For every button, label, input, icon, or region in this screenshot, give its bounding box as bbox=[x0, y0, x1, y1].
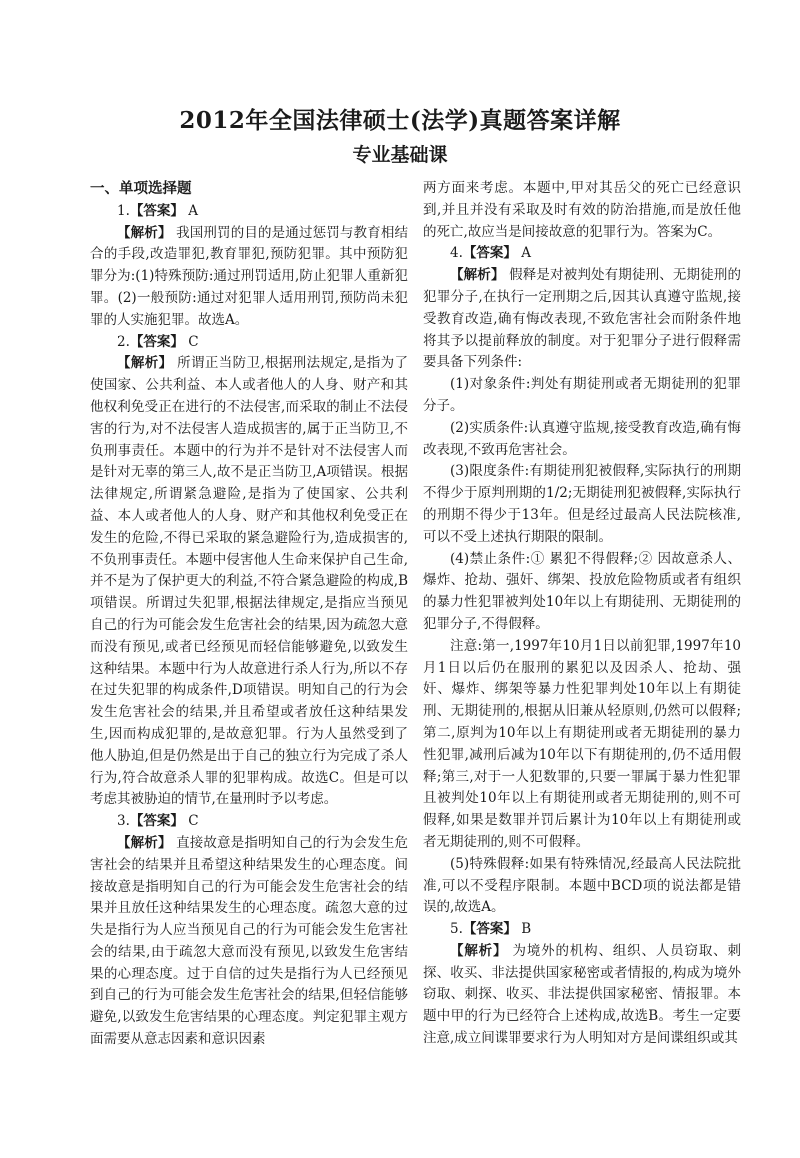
answer-line-q2 bbox=[90, 332, 408, 354]
page-title: 2012年全国法律硕士(法学)真题答案详解 bbox=[179, 107, 621, 134]
section-heading: 一、单项选择题 bbox=[90, 180, 192, 197]
analysis-text: 直接故意是指明知自己的行为会发生危害社会的结果并且希望这种结果发生的心理态度。间接故意是指明知自己的行为可能会发生危害社会的结果并且放任这种结果发生的心理态度。疏忽大意的过失是指行为人应当预见自己的行为可能会发生危害社会的结果,由于疏忽大意而没有预见,以致发生危害结果的心理态度。过于自信的过失是指行为人已经预见到自己的行为可能会发生危害社会的结果,但轻信能够避免,以致发生危害结果的心理态度。判定犯罪主观方面需要从意志因素和意识因素 bbox=[90, 834, 409, 1048]
question-number: 1. bbox=[117, 202, 130, 219]
analysis-q3-continued: 两方面来考虑。本题中,甲对其岳父的死亡已经意识到,并且并没有采取及时有效的防治措施,而是放任他的死亡,故应当是间接故意的犯罪行为。答案为C。 bbox=[423, 180, 741, 240]
parole-condition-4: (4)禁止条件:① 累犯不得假释;② 因故意杀人、爆炸、抢劫、强奸、绑架、投放危险物质或者有组织的暴力性犯罪被判处10年以上有期徒刑、无期徒刑的犯罪分子,不得假释。 bbox=[423, 550, 741, 632]
answer-value: A bbox=[521, 245, 531, 262]
analysis-label: 【解析】 bbox=[117, 834, 172, 851]
analysis-label: 【解析】 bbox=[450, 267, 505, 284]
analysis-label: 【解析】 bbox=[117, 224, 172, 241]
parole-special: (5)特殊假释:如果有特殊情况,经最高人民法院批准,可以不受程序限制。本题中BCD项的说法都是错误的,故选A。 bbox=[423, 855, 741, 916]
answer-label: 【答案】 bbox=[462, 245, 517, 262]
parole-condition-1: (1)对象条件:判处有期徒刑或者无期徒刑的犯罪分子。 bbox=[423, 376, 741, 414]
answer-label: 【答案】 bbox=[462, 921, 517, 938]
analysis-text: 所谓正当防卫,根据刑法规定,是指为了使国家、公共利益、本人或者他人的人身、财产和其他权利免受正在进行的不法侵害,而采取的制止不法侵害的行为,对不法侵害人造成损害的,属于正当防卫,不负刑事责任。本题中的行为并不是针对不法侵害人而是针对无辜的第三人,故不是正当防卫,A项错误。根据法律规定,所谓紧急避险,是指为了使国家、公共利益、本人或者他人的人身、财产和其他权利免受正在发生的危险,不得已采取的紧急避险行为,造成损害的,不负刑事责任。本题中侵害他人生命来保护自己生命,并不是为了保护更大的利益,不符合紧急避险的构成,B项错误。所谓过失犯罪,根据法律规定,是指应当预见自己的行为可能会发生危害社会的结果,因为疏忽大意而没有预见,或者已经预见而轻信能够避免,以致发生这种结果。本题中行为人故意进行杀人行为,所以不存在过失犯罪的构成条件,D项错误。明知自己的行为会发生危害社会的结果,并且希望或者放任这种结果发生,因而构成犯罪的,是故意犯罪。行为人虽然受到了他人胁迫,但是仍然是出于自己的独立行为完成了杀人行为,符合故意杀人罪的犯罪构成。故选C。但是可以考虑其被胁迫的情节,在量刑时予以考虑。 bbox=[90, 355, 409, 808]
left-column bbox=[90, 178, 408, 1051]
analysis-text: 为境外的机构、组织、人员窃取、刺探、收买、非法提供国家秘密或者情报的,构成为境外窃取、刺探、收买、非法提供国家秘密、情报罪。本题中甲的行为已经符合上述构成,故选B。考生一定要注意,成立间谍罪要求行为人明知对方是间谍组织或其 bbox=[423, 942, 742, 1047]
answer-value: C bbox=[188, 333, 199, 350]
answer-value: C bbox=[188, 813, 199, 830]
question-number: 5. bbox=[450, 921, 463, 938]
analysis-q4 bbox=[423, 265, 741, 374]
parole-condition-3: (3)限度条件:有期徒刑犯被假释,实际执行的刑期不得少于原判刑期的1/2;无期徒刑犯被假释,实际执行的刑期不得少于13年。但是经过最高人民法院核准,可以不受上述执行期限的限制。 bbox=[423, 463, 741, 545]
parole-condition-2: (2)实质条件:认真遵守监规,接受教育改造,确有悔改表现,不致再危害社会。 bbox=[423, 419, 741, 458]
parole-note: 注意:第一,1997年10月1日以前犯罪,1997年10月1日以后仍在服刑的累犯以及因杀人、抢劫、强奸、爆炸、绑架等暴力性犯罪判处10年以上有期徒刑、无期徒刑的,根据从旧兼从轻原则,仍然可以假释;第二,原判为10年以上有期徒刑或者无期徒刑的暴力性犯罪,减刑后减为10年以下有期徒刑的,仍不适用假释;第三,对于一人犯数罪的,只要一罪属于暴力性犯罪且被判处10年以上有期徒刑或者无期徒刑的,则不可假释,如果是数罪并罚后累计为10年以上有期徒刑或者无期徒刑的,则不可假释。 bbox=[423, 637, 741, 850]
answer-value: B bbox=[521, 921, 532, 938]
question-number: 4. bbox=[450, 245, 463, 262]
answer-label: 【答案】 bbox=[129, 202, 184, 219]
page-subtitle: 专业基础课 bbox=[352, 144, 448, 166]
analysis-text: 我国刑罚的目的是通过惩罚与教育相结合的手段,改造罪犯,教育罪犯,预防犯罪。其中预防犯罪分为:(1)特殊预防:通过刑罚适用,防止犯罪人重新犯罪。(2)一般预防:通过对犯罪人适用刑罚,预防尚未犯罪的人实施犯罪。故选A。 bbox=[90, 224, 409, 328]
analysis-q3 bbox=[90, 833, 408, 1051]
analysis-q5 bbox=[423, 941, 741, 1050]
analysis-text: 假释是对被判处有期徒刑、无期徒刑的犯罪分子,在执行一定刑期之后,因其认真遵守监规,接受教育改造,确有悔改表现,不致危害社会而附条件地将其予以提前释放的制度。对于犯罪分子进行假释需要具备下列条件: bbox=[423, 267, 742, 371]
right-column bbox=[423, 178, 741, 1050]
question-number: 3. bbox=[117, 813, 130, 830]
answer-line-q1 bbox=[90, 201, 408, 223]
question-number: 2. bbox=[117, 333, 130, 350]
answer-line-q4 bbox=[423, 243, 741, 265]
analysis-label: 【解析】 bbox=[450, 942, 508, 959]
answer-label: 【答案】 bbox=[129, 333, 184, 350]
analysis-q1 bbox=[90, 223, 408, 332]
answer-value: A bbox=[188, 202, 198, 219]
answer-label: 【答案】 bbox=[129, 813, 184, 830]
analysis-q2 bbox=[90, 353, 408, 811]
analysis-label: 【解析】 bbox=[117, 355, 173, 372]
answer-line-q5 bbox=[423, 919, 741, 941]
answer-line-q3 bbox=[90, 811, 408, 833]
